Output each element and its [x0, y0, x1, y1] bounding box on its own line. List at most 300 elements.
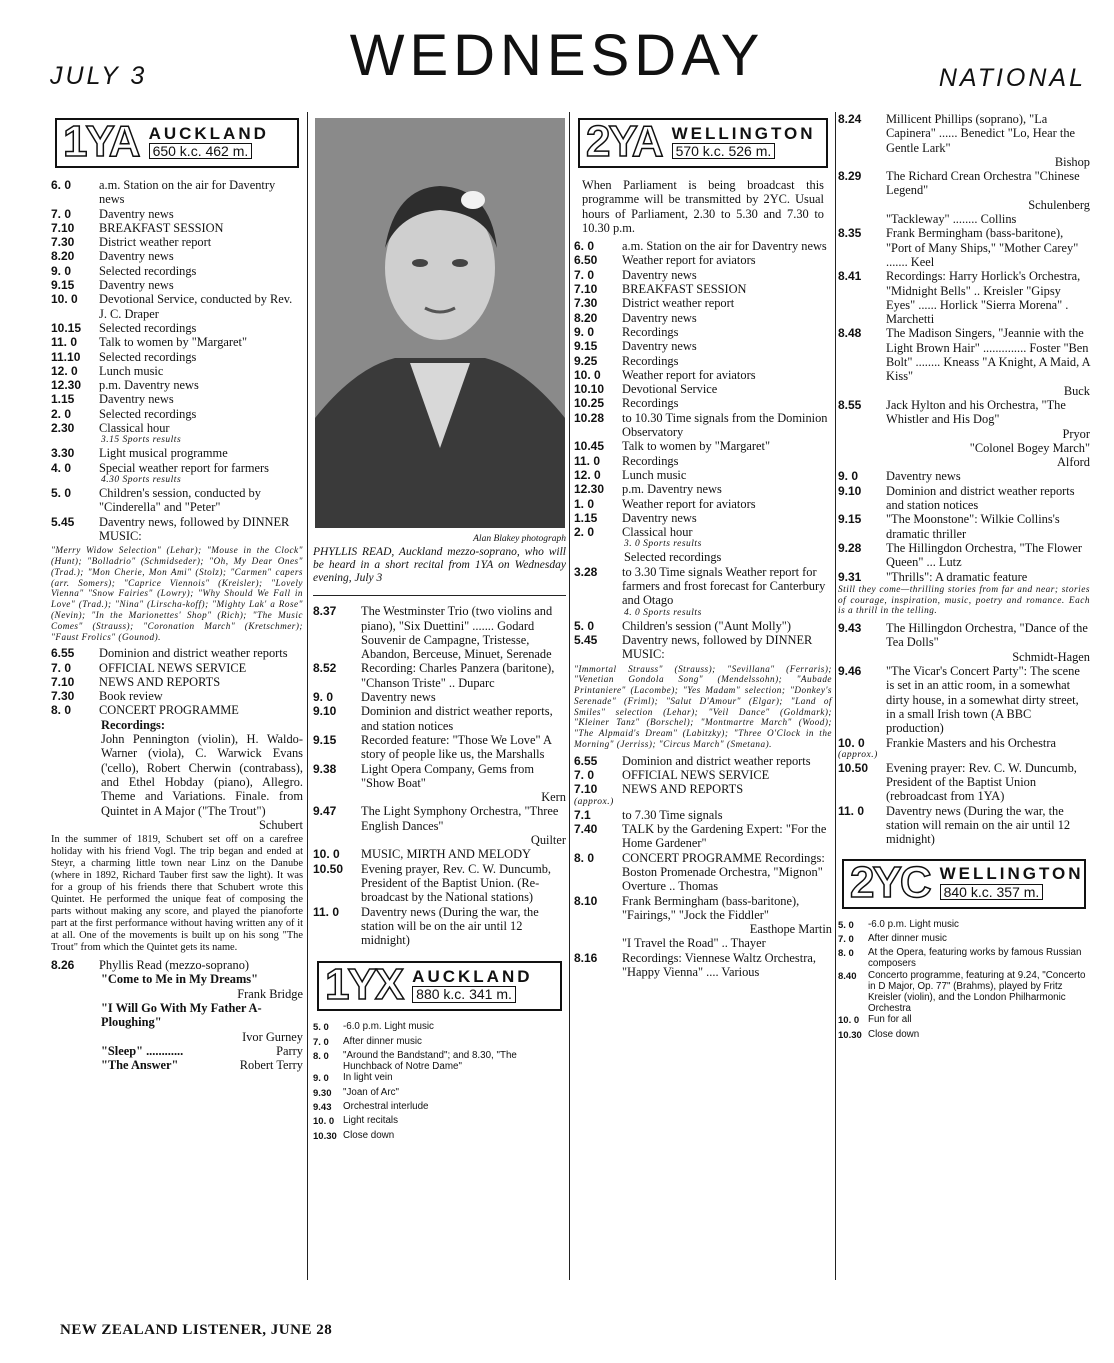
schedule-item [51, 264, 303, 278]
schedule-item [838, 384, 1090, 398]
item-desc: Talk to women by "Margaret" [99, 335, 248, 350]
schedule-item [574, 268, 832, 282]
item-time: 9. 0 [574, 324, 595, 339]
item-desc: Schulenberg [1028, 197, 1090, 212]
item-desc: -6.0 p.m. Light music [868, 918, 959, 930]
item-time: 7. 0 [313, 1036, 329, 1048]
item-time: 2. 0 [574, 525, 595, 540]
station-logo: 2YC [850, 857, 930, 907]
item-time: 8.24 [838, 112, 862, 126]
item-desc: Daventry news [886, 469, 961, 484]
schedule-item [574, 325, 832, 339]
item-time: 7.10 [574, 782, 598, 797]
item-time: 7. 0 [51, 206, 72, 221]
schedule-item [838, 970, 1090, 1015]
item-desc: BREAKFAST SESSION [622, 282, 747, 297]
item-time: 5. 0 [313, 1022, 329, 1034]
schedule-item [838, 761, 1090, 804]
item-desc: Selected recordings [99, 406, 197, 421]
station-box-2yc [842, 859, 1086, 909]
item-desc: Selected recordings [99, 320, 197, 335]
item-desc: Frankie Masters and his Orchestra [886, 735, 1056, 750]
item-time: 8.26 [51, 958, 75, 973]
schedule-item [838, 441, 1090, 455]
station-city: AUCKLAND [148, 123, 269, 143]
item-desc: BREAKFAST SESSION [99, 220, 224, 235]
item-desc: Daventry news [99, 278, 174, 293]
item-time: 9.15 [574, 339, 598, 354]
item-desc: OFFICIAL NEWS SERVICE [622, 768, 770, 783]
item-desc: The Richard Crean Orchestra "Chinese Legend" [886, 169, 1080, 198]
item-time: 9.15 [838, 512, 862, 527]
item-time: 6. 0 [51, 178, 72, 192]
item-desc: Dominion and district weather reports, and station notices [361, 704, 553, 733]
item-time: 11.10 [51, 349, 81, 364]
schedule-item [51, 689, 303, 703]
item-desc: Quilter [530, 833, 566, 848]
column-rule [307, 112, 308, 1280]
sports-note: 3.15 Sports results [101, 435, 182, 446]
item-time: 5.45 [51, 514, 75, 529]
item-time: 11. 0 [313, 904, 340, 919]
schedule-item [313, 905, 566, 948]
schedule-item [574, 936, 832, 950]
song-item [101, 1044, 303, 1058]
schedule-item [838, 269, 1090, 326]
item-desc: CONCERT PROGRAMME [99, 703, 239, 718]
item-desc: Orchestral interlude [343, 1101, 429, 1113]
item-desc: Weather report for aviators [622, 367, 756, 382]
item-desc: "Joan of Arc" [343, 1086, 399, 1098]
station-box-1ya [55, 118, 299, 168]
item-time: 9.46 [838, 664, 862, 679]
item-desc: to 7.30 Time signals [622, 807, 723, 822]
item-time [574, 922, 622, 936]
item-time [313, 833, 361, 847]
song-title: "Sleep" ............ [101, 1043, 184, 1058]
song-composer: Ivor Gurney [242, 1029, 303, 1044]
station-city: WELLINGTON [671, 123, 816, 143]
column-2ya [574, 112, 832, 979]
item-time: 7.10 [51, 674, 75, 689]
schedule-item [313, 790, 566, 804]
item-time: 11. 0 [574, 453, 601, 468]
item-desc: Pryor [1062, 426, 1090, 441]
schedule-item [838, 621, 1090, 650]
schedule-item [313, 1101, 566, 1115]
item-time: 6.55 [574, 753, 598, 768]
schedule-item [313, 862, 566, 905]
schedule-item [838, 112, 1090, 155]
schedule-item [838, 455, 1090, 469]
item-time: 3.30 [51, 446, 75, 461]
schedule-item [574, 396, 832, 410]
item-time: 10.50 [838, 760, 869, 775]
item-desc: Daventry news [622, 339, 697, 354]
schedule-item [838, 650, 1090, 664]
schedule-item [838, 427, 1090, 441]
item-time: 8.20 [574, 310, 598, 325]
item-desc: "Tackleway" ........ Collins [886, 212, 1017, 227]
schedule-item [51, 249, 303, 263]
item-desc: Classical hour [99, 421, 170, 436]
item-time: 6.55 [51, 646, 75, 661]
item-time: 9. 0 [313, 1073, 329, 1085]
item-desc: In light vein [343, 1072, 393, 1084]
approx-note: (approx.) [838, 749, 878, 760]
station-box-1yx [317, 961, 562, 1011]
item-desc: CONCERT PROGRAMME Recordings: Boston Promenade Orchestra, "Mignon" Overture .. Thomas [622, 850, 825, 894]
item-time: 8.40 [838, 970, 857, 982]
schedule-item [574, 468, 832, 482]
item-desc: Recordings: Viennese Waltz Orchestra, "Happy Vienna" .... Various [622, 950, 816, 980]
divider [313, 595, 566, 596]
schedule-item [313, 847, 566, 861]
item-desc: Recordings [622, 324, 679, 339]
column-rule [835, 112, 836, 1280]
item-desc: "I Travel the Road" .. Thayer [622, 936, 766, 951]
column-middle [313, 112, 566, 1144]
schedule-item [574, 253, 832, 267]
item-time: 2. 0 [51, 406, 72, 421]
item-desc: Daventry news [361, 690, 436, 705]
column-rule [569, 112, 570, 1280]
item-desc: TALK by the Gardening Expert: "For the Home Gardener" [622, 822, 827, 851]
item-time: 8.37 [313, 604, 337, 619]
item-desc: NEWS AND REPORTS [622, 782, 744, 797]
portrait-illustration [315, 118, 565, 528]
schedule-item [838, 1029, 1090, 1043]
schedule-item [574, 619, 832, 633]
item-desc: The Hillingdon Orchestra, "Dance of the Tea Dolls" [886, 621, 1088, 650]
item-desc: Light Opera Company, Gems from "Show Boat" [361, 761, 534, 790]
item-time: 8. 0 [838, 948, 854, 960]
item-time: 10.10 [574, 382, 605, 397]
schedule-item [574, 511, 832, 525]
item-desc: a.m. Station on the air for Daventry news [99, 178, 276, 207]
item-desc: Dominion and district weather reports and station notices [886, 483, 1075, 513]
item-time [838, 441, 886, 455]
item-desc: "Thrills": A dramatic feature [886, 569, 1028, 584]
schedule-item [574, 282, 832, 296]
item-time: 10.15 [51, 320, 82, 335]
item-desc: Jack Hylton and his Orchestra, "The Whistler and His Dog" [886, 397, 1066, 427]
item-time: 9.47 [313, 804, 337, 819]
item-time: 10.45 [574, 439, 605, 454]
item-desc: Daventry news [99, 206, 174, 221]
song-title: "Come to Me in My Dreams" [101, 972, 259, 987]
schedule-item [838, 570, 1090, 584]
item-time: 10.50 [313, 861, 344, 876]
item-time: 7. 0 [51, 660, 72, 675]
schedule-item [838, 541, 1090, 570]
item-desc: Fun for all [868, 1014, 912, 1026]
item-desc: p.m. Daventry news [622, 482, 722, 497]
schedule-item [313, 1036, 566, 1050]
schedule-item [838, 198, 1090, 212]
item-desc: Phyllis Read (mezzo-soprano) [99, 958, 250, 973]
schedule-item [838, 947, 1090, 969]
item-desc: Buck [1063, 383, 1090, 398]
item-desc: Recordings [622, 396, 679, 411]
schedule-item [838, 933, 1090, 947]
schedule-item [51, 235, 303, 249]
item-time: 7.40 [574, 822, 598, 837]
portrait-photo [315, 118, 565, 528]
item-desc: The Light Symphony Orchestra, "Three English Dances" [361, 804, 559, 833]
item-time: 9. 0 [51, 263, 72, 278]
station-logo: 1YX [325, 960, 403, 1010]
item-desc: Weather report for aviators [622, 253, 756, 268]
item-desc: Special weather report for farmers [99, 460, 269, 475]
item-time: 5. 0 [51, 485, 72, 500]
column-2ya-evening [838, 112, 1090, 1043]
song-item [101, 1001, 303, 1044]
schedule-item [51, 446, 303, 460]
station-box-2ya [578, 118, 828, 168]
item-time: 6. 0 [574, 239, 595, 254]
item-time: 8. 0 [51, 703, 72, 718]
item-desc: Children's session ("Aunt Molly") [622, 618, 791, 633]
item-time: 11. 0 [838, 803, 865, 818]
item-desc: At the Opera, featuring works by famous Russian composers [868, 947, 1082, 970]
item-time: 7.10 [51, 220, 75, 235]
item-time [838, 650, 886, 664]
song-composer: Parry [276, 1043, 303, 1058]
schedule-item [574, 368, 832, 382]
item-desc: Recordings [622, 353, 679, 368]
schedule-item [838, 512, 1090, 541]
item-time: 9.15 [51, 278, 75, 293]
schedule-item [51, 278, 303, 292]
item-desc: Book review [99, 689, 163, 704]
item-time: 10. 0 [574, 367, 601, 382]
item-time: 8. 0 [313, 1051, 329, 1063]
item-time: 3.28 [574, 564, 598, 579]
schedule-item [51, 364, 303, 378]
schedule-item [313, 804, 566, 833]
item-desc: Daventry news [99, 392, 174, 407]
item-time: 9.30 [313, 1087, 332, 1099]
sports-note: 3. 0 Sports results [624, 539, 702, 550]
item-time: 7.1 [574, 807, 591, 822]
item-time [838, 198, 886, 212]
schedule-item [51, 661, 303, 675]
schedule-item [838, 212, 1090, 226]
item-time: 7.10 [574, 282, 598, 297]
schedule-item [574, 894, 832, 923]
schedule-item [51, 207, 303, 221]
item-desc: Daventry news [622, 510, 697, 525]
item-time: 9. 0 [838, 469, 859, 484]
schedule-item [838, 484, 1090, 513]
schedule-item [574, 354, 832, 368]
schedule-item [51, 407, 303, 421]
selected-recordings: Selected recordings [624, 550, 722, 565]
schedule-item [313, 1072, 566, 1086]
schedule-item [574, 851, 832, 894]
header-network: NATIONAL [938, 64, 1086, 92]
song-item [101, 972, 303, 1001]
item-desc: Alford [1056, 455, 1090, 470]
item-desc: "Colonel Bogey March" [969, 440, 1090, 455]
item-desc: Recordings [622, 453, 679, 468]
item-time: 7.30 [51, 235, 75, 250]
item-desc: Close down [343, 1129, 395, 1141]
schedule-item [313, 690, 566, 704]
item-time: 7. 0 [574, 267, 595, 282]
schedule-item [313, 833, 566, 847]
schedule-item [838, 226, 1090, 269]
item-time: 7.30 [51, 689, 75, 704]
item-desc: Daventry news, followed by DINNER MUSIC: [99, 514, 290, 543]
schedule-item [51, 378, 303, 392]
schedule-item [51, 421, 303, 435]
item-time: 8.52 [313, 661, 337, 676]
item-desc: Daventry news, followed by DINNER MUSIC: [622, 632, 813, 662]
schedule-item [51, 675, 303, 689]
item-desc: to 3.30 Time signals Weather report for farmers and frost forecast for Canterbury and Otago [622, 564, 826, 608]
sports-note: 4. 0 Sports results [624, 607, 702, 618]
item-desc: Millicent Phillips (soprano), "La Capinera" ...... Benedict "Lo, Hear the Gentle Lark" [886, 112, 1076, 155]
schedule-item [313, 1130, 566, 1144]
item-desc: "The Vicar's Concert Party": The scene is set in an attic room, in a somewhat dirty house, in a somewhat dirty street, in a small Irish town (A BBC production) [886, 664, 1080, 736]
item-time: 7. 0 [574, 768, 595, 783]
item-time: 12.30 [574, 482, 605, 497]
item-desc: Devotional Service, conducted by Rev. J. C. Draper [99, 292, 293, 321]
item-time [838, 155, 886, 169]
dinner-music-list: "Immortal Strauss" (Strauss); "Sevillana" (Ferraris); "Venetian Gondola Song" (Mendelssohn); "Aubade Printaniere" (Lacombe); "Yes Madam" selection; "Donkey's Serenade" (Friml); "Salut D'Amour" (Elgar); "Land of Smiles" selection (Lehar); "Veil Dance" (Goldmark); "Kleiner Tanz" (Borschel); "Montmartre March" (Wood); "The Alpmaid's Dream" (Labitzky); "Three O'Clock in the Morning" (Jerriss); "Circus March" (Smetana). [574, 663, 832, 750]
dinner-music-list: "Merry Widow Selection" (Lehar); "Mouse in the Clock" (Hunt); "Bolladrio" (Schmidseder); "Oh, My Dear Ones" (Trad.); "Mon Cherie, Mon Ami" (Stolz); "Carmen" capers (arr. Somers); "Caprice Viennois" (Kreisler); "Lovely Vienna" "Snow Fairies" (Lowry); "Why Should We Fall in Love" (Trad.); "Nina" (Lirscha-koff); "Mighty Lak' a Rose" (Nevin); "In the Marionettes' Shop" (Rich); "The Music Comes" (Strauss); "Coronation March" (Kretschmer); "Faust Frolics" (Gounod). [51, 545, 303, 642]
quintet-description: John Pennington (violin), H. Waldo-Warner (viola), C. Warwick Evans ('cello), Robert Cherwin (contrabass), and Ethel Hobday (piano), Allegro. Theme and Variations. Finale. from Quintet in A Major ("The Trout") [101, 732, 303, 818]
item-time: 12. 0 [51, 363, 78, 378]
approx-note: (approx.) [574, 796, 614, 807]
schedule-item [313, 762, 566, 791]
station-city: WELLINGTON [939, 864, 1084, 884]
item-time: 1.15 [574, 510, 598, 525]
schedule-item [574, 296, 832, 310]
schedule-item [51, 646, 303, 660]
item-desc: Easthope Martin [749, 922, 832, 937]
item-time: 9.25 [574, 353, 598, 368]
schedule-item [51, 292, 303, 321]
schedule-item [574, 439, 832, 453]
item-time: 4. 0 [51, 460, 72, 475]
item-desc: Dominion and district weather reports [99, 646, 288, 661]
schedule-item [574, 497, 832, 511]
item-time: 11. 0 [51, 335, 78, 350]
schedule-item [574, 808, 832, 822]
schedule-item [838, 804, 1090, 847]
schedule-item [313, 1087, 566, 1101]
schedule-item [51, 178, 303, 207]
item-time [838, 455, 886, 469]
schedule-item [313, 604, 566, 661]
schedule-item [51, 515, 303, 544]
item-desc: Weather report for aviators [622, 496, 756, 511]
item-time: 9.10 [313, 704, 337, 719]
thrills-note: Still they come—thrilling stories from far and near; stories of courage, inspiration, music, poetry and romance. Each is a thrill in the telling. [838, 584, 1090, 617]
schedule-item [51, 486, 303, 515]
item-time: 5.45 [574, 632, 598, 647]
item-desc: Frank Bermingham (bass-baritone), "Port of Many Ships," "Mother Carey" ....... Keel [886, 226, 1079, 269]
item-desc: Daventry news [99, 249, 174, 264]
item-desc: to 10.30 Time signals from the Dominion Observatory [622, 410, 828, 440]
schedule-item [51, 958, 303, 972]
item-time: 9.10 [838, 483, 862, 498]
item-desc: Daventry news [622, 310, 697, 325]
item-time: 10. 0 [313, 1116, 335, 1128]
item-time [574, 936, 622, 950]
header-date: JULY 3 [50, 62, 148, 90]
item-desc: The Westminster Trio (two violins and piano), "Six Duettini" ....... Godard Souvenir de Campagne, Tristesse, Abandon, Berceuse, Minuet, Serenade [361, 604, 553, 662]
schedule-item [51, 321, 303, 335]
schedule-item [574, 239, 832, 253]
item-desc: Bishop [1054, 154, 1090, 169]
item-desc: Daventry news [622, 267, 697, 282]
item-desc: The Madison Singers, "Jeannie with the Light Brown Hair" .............. Foster "Ben Bolt" ........ Kneass "A Knight, A Maid, A Kiss" [886, 326, 1090, 384]
schedule-item [838, 326, 1090, 383]
item-time [838, 212, 886, 226]
schedule-item [313, 704, 566, 733]
item-desc: Daventry news (During the war, the station will be on the air until 12 midnight) [361, 904, 539, 948]
item-time: 9.43 [313, 1102, 332, 1114]
item-time: 8. 0 [574, 850, 595, 865]
item-desc: Schmidt-Hagen [1012, 649, 1090, 664]
item-desc: Daventry news (During the war, the station will remain on the air until 12 midnight) [886, 803, 1071, 847]
item-time: 2.30 [51, 421, 75, 436]
item-desc: MUSIC, MIRTH AND MELODY [361, 847, 531, 862]
item-time: 9.31 [838, 569, 862, 584]
schedule-item [574, 782, 832, 796]
item-time: 8.48 [838, 326, 862, 341]
concert-recordings: Recordings: [101, 717, 166, 732]
schedule-item [51, 221, 303, 235]
schedule-item [574, 754, 832, 768]
item-time: 9.43 [838, 621, 862, 636]
schedule-item [838, 736, 1090, 750]
item-time: 10. 0 [51, 292, 78, 307]
item-desc: Evening prayer, Rev. C. W. Duncumb, President of the Baptist Union. (Re-broadcast by the National stations) [361, 861, 552, 905]
item-time: 6.50 [574, 253, 598, 268]
schedule-item [51, 703, 303, 717]
schedule-item [574, 822, 832, 851]
item-time [838, 384, 886, 398]
item-time [838, 427, 886, 441]
schedule-item [574, 339, 832, 353]
item-desc: -6.0 p.m. Light music [343, 1021, 434, 1033]
header-day: WEDNESDAY [349, 23, 765, 88]
item-desc: Talk to women by "Margaret" [622, 439, 771, 454]
item-time: 10.30 [838, 1029, 862, 1041]
item-time: 1. 0 [574, 496, 595, 511]
item-desc: NEWS AND REPORTS [99, 674, 221, 689]
item-time: 9. 0 [313, 690, 334, 705]
item-time: 10.28 [574, 410, 605, 425]
item-time: 8.41 [838, 269, 862, 284]
station-frequency: 880 k.c. 341 m. [412, 986, 516, 1002]
song-title: "I Will Go With My Father A-Ploughing" [101, 1001, 262, 1030]
schedule-item [313, 661, 566, 690]
item-desc: Kern [541, 790, 566, 805]
schubert-paragraph: In the summer of 1819, Schubert set off on a carefree holiday with his friend Vogl. The trip began and ended at Steyr, a charming little town near Linz on the Danube (where in 1892, Richard Tauber first saw the light). It was for a group of his friends there that Schubert wrote this Quintet. He performed the unique feat of composing the parts without making any score, and played the pianoforte part at the first performance without having written any of it at all. One of the movements is built up on his song "The Trout" from which the Quintet gets its name. [51, 834, 303, 954]
schedule-item [313, 733, 566, 762]
item-time: 8.55 [838, 397, 862, 412]
schedule-item [838, 398, 1090, 427]
item-desc: Children's session, conducted by "Cinderella" and "Peter" [99, 485, 261, 515]
item-desc: Evening prayer: Rev. C. W. Duncumb, President of the Baptist Union (rebroadcast from 1YA) [886, 760, 1077, 804]
item-time: 9.38 [313, 761, 337, 776]
